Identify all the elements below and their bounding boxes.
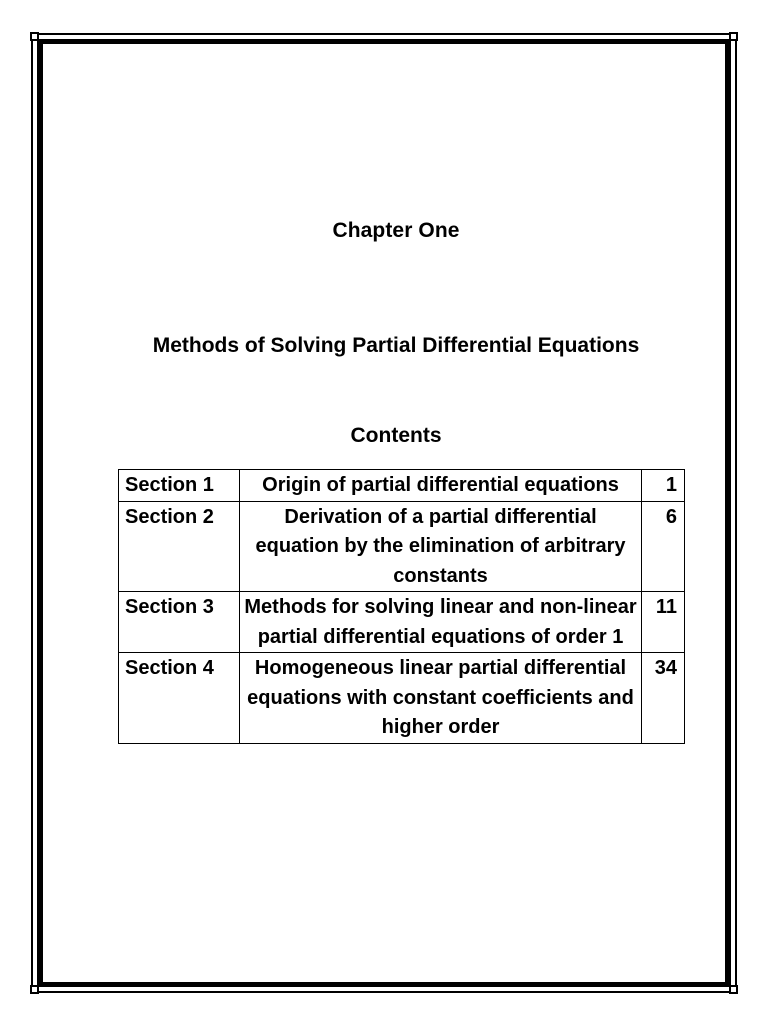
table-row [119,592,685,653]
section-title: Methods for solving linear and non-linear partial differential equations of order 1 [240,592,642,653]
section-label: Section 2 [119,501,240,592]
table-row [119,501,685,592]
section-title: Origin of partial differential equations [240,470,642,502]
chapter-title: Chapter One [332,219,460,242]
section-page-number: 1 [641,470,684,502]
section-title: Derivation of a partial differential equation by the elimination of arbitrary constants [240,501,642,592]
section-label: Section 3 [119,592,240,653]
border-corner-bottom-left [30,985,39,994]
table-row [119,653,685,744]
section-title: Homogeneous linear partial differential equations with constant coefficients and higher order [240,653,642,744]
section-label: Section 4 [119,653,240,744]
section-page-number: 6 [641,501,684,592]
section-page-number: 34 [641,653,684,744]
border-corner-bottom-right [729,985,738,994]
table-row [119,470,685,502]
border-corner-top-left [30,32,39,41]
section-label: Section 1 [119,470,240,502]
chapter-subtitle: Methods of Solving Partial Differential Equations [152,334,640,357]
section-page-number: 11 [641,592,684,653]
contents-table [118,469,685,744]
border-corner-top-right [729,32,738,41]
contents-heading: Contents [350,424,442,447]
